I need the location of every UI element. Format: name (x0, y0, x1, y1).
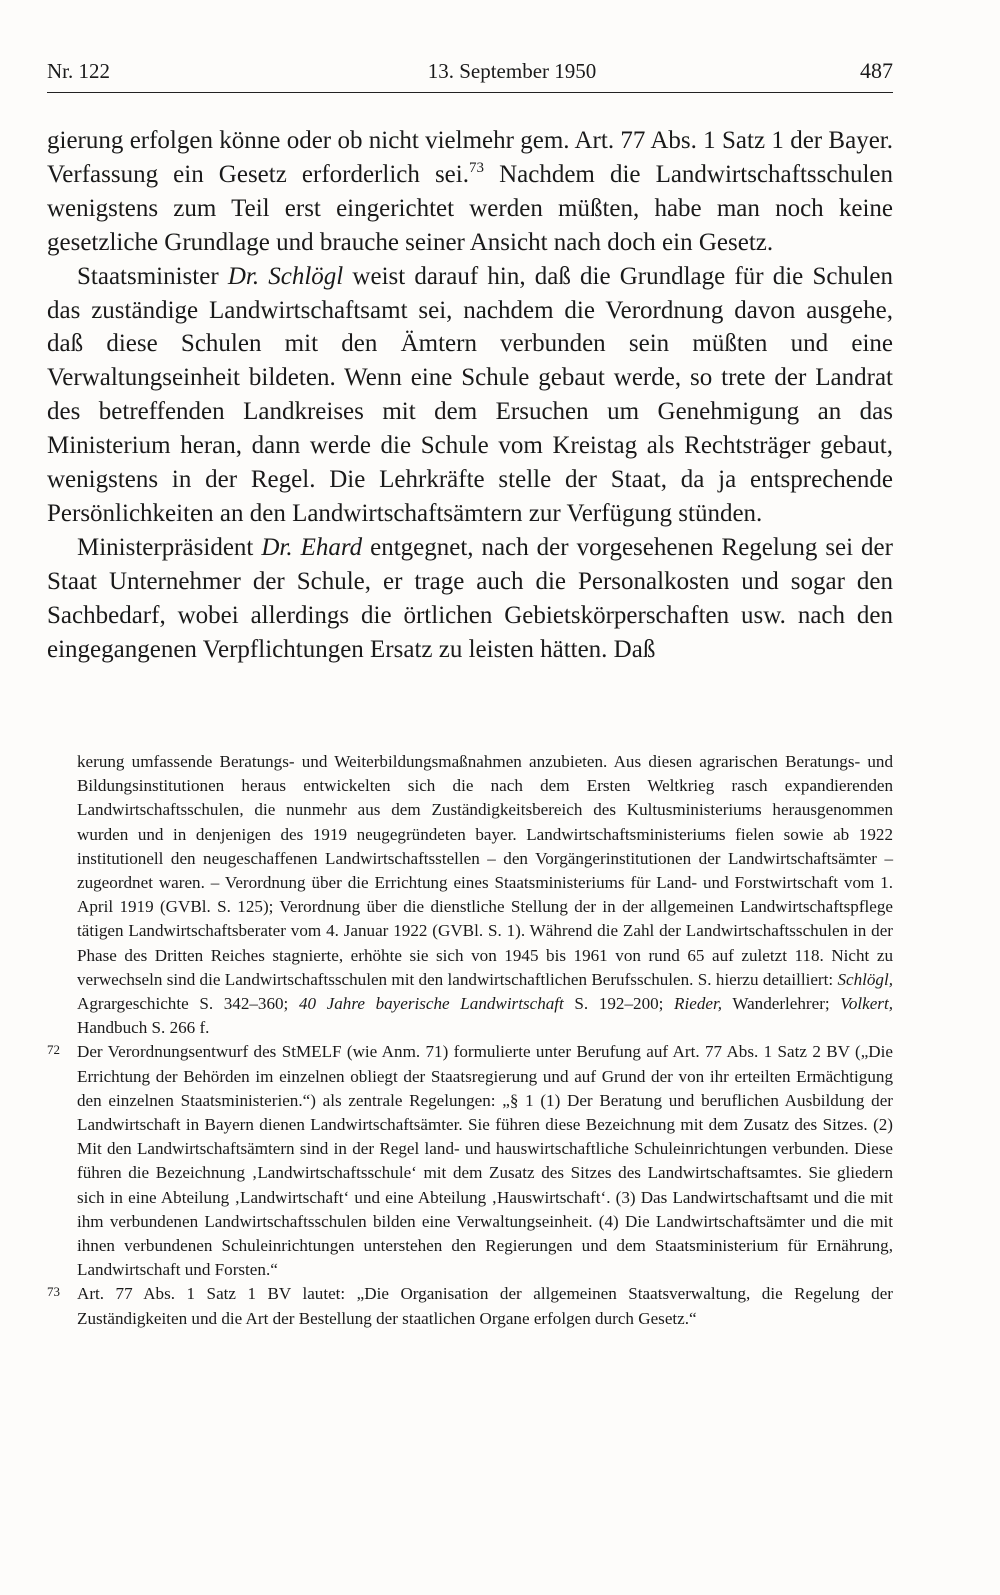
citation-title: 40 Jahre bayerische Landwirtschaft (298, 994, 564, 1014)
page-number: 487 (860, 58, 893, 83)
paragraph-text: Nachdem die Landwirtschaftsschulen wenigstens zum Teil erst eingerichtet werden müßten, habe man noch keine gesetzliche Grundlage und brauche seiner Ansicht nach doch ein Gesetz. (47, 160, 893, 256)
paragraph-schloegl (47, 260, 893, 531)
citation-author: Rieder, (674, 994, 722, 1014)
citation-author: Schlögl, (837, 969, 893, 989)
footnotes (47, 750, 893, 1331)
main-text (47, 124, 893, 667)
paragraph-text: gierung erfolgen könne oder ob nicht vielmehr gem. Art. 77 Abs. 1 Satz 1 der Bayer. Verfassung ein Gesetz erforderlich sei. (47, 127, 893, 188)
footnote-73 (47, 1282, 893, 1330)
header-date: 13. September 1950 (427, 59, 597, 83)
speaker-name: Dr. Ehard (261, 533, 363, 561)
footnote-text: Agrargeschichte S. 342–360; (77, 994, 299, 1014)
footnote-continuation (47, 750, 893, 1040)
paragraph-continuation (47, 124, 893, 260)
paragraph-text: entgegnet, nach der vorgesehenen Regelung sei der Staat Unternehmer der Schule, er trage auch die Personalkosten und sogar den Sachbedarf, wobei allerdings die örtlichen Gebietskörperschaften usw. nach den eingegangenen Verpflichtungen Ersatz zu leisten hätten. Daß (47, 533, 893, 663)
footnote-reference[interactable]: 73 (468, 159, 484, 176)
document-number: Nr. 122 (47, 59, 110, 83)
footnote-text: kerung umfassende Beratungs- und Weiterbildungsmaßnahmen anzubieten. Aus diesen agrarischen Beratungs- und Bildungsinstitutionen heraus entwickelten sich die nach dem Ersten Weltkrieg rasch expandierenden Landwirtschaftsschulen, die nunmehr aus dem Zuständigkeitsbereich des Kultusministeriums herausgenommen wurden und in denjenigen des 1919 neugegründeten bayer. Landwirtschaftsministeriums fielen sowie ab 1922 institutionell den neugeschaffenen Landwirtschaftsstellen – den Vorgängerinstitutionen der Landwirtschaftsämter – zugeordnet waren. – Verordnung über die Errichtung eines Staatsministeriums für Land- und Forstwirtschaft vom 1. April 1919 (GVBl. S. 125); Verordnung über die dienstliche Stellung der in der allgemeinen Landwirtschaftspflege tätigen Landwirtschaftsberater vom 4. Januar 1922 (GVBl. S. 1). Während die Zahl der Landwirtschaftsschulen in der Phase des Dritten Reiches stagnierte, erhöhte sie sich von 1945 bis 1961 von rund 65 auf zuletzt 118. Nicht zu verwechseln sind die Landwirtschaftsschulen mit den landwirtschaftlichen Berufsschulen. S. hierzu detailliert: (77, 752, 893, 989)
footnote-text: S. 192–200; (563, 994, 675, 1014)
speaker-role: Ministerpräsident (77, 533, 262, 561)
footnote-text: Der Verordnungsentwurf des StMELF (wie Anm. 71) formulierte unter Berufung auf Art. 77 Abs. 1 Satz 2 BV („Die Errichtung der Behörden im einzelnen obliegt der Staatsregierung und auf Grund der von ihr erteilten Ermächtigung den einzelnen Staatsministerien.“) als zentrale Regelungen: „§ 1 (1) Der Beratung und beruflichen Ausbildung der Landwirtschaft in Bayern dienen Landwirtschaftsämter. Sie führen diese Bezeichnung mit dem Zusatz des Sitzes. (2) Mit den Landwirtschaftsämtern sind in der Regel land- und hauswirtschaftliche Schuleinrichtungen verbunden. Diese führen die Bezeichnung ‚Landwirtschaftsschule‘ mit dem Zusatz des Sitzes des Landwirtschaftsamtes. Sie gliedern sich in eine Abteilung ‚Landwirtschaft‘ und eine Abteilung ‚Hauswirtschaft‘. (3) Das Landwirtschaftsamt und die mit ihm verbundenen Landwirtschaftsschulen bilden eine Verwaltungseinheit. (4) Die Landwirtschaftsämter und die mit ihnen verbundenen Schuleinrichtungen unterstehen den Regierungen und dem Staatsministerium für Ernährung, Landwirtschaft und Forsten.“ (77, 1042, 893, 1280)
footnote-text: Handbuch S. 266 f. (77, 1018, 210, 1038)
speaker-name: Dr. Schlögl (227, 262, 344, 290)
footnote-number: 72 (47, 1042, 60, 1058)
speaker-role: Staatsminister (77, 262, 228, 290)
running-header (47, 56, 893, 93)
footnote-number: 73 (47, 1284, 60, 1300)
citation-author: Volkert, (840, 994, 893, 1014)
footnote-72 (47, 1040, 893, 1282)
footnote-text: Art. 77 Abs. 1 Satz 1 BV lautet: „Die Organisation der allgemeinen Staatsverwaltung, die Regelung der Zuständigkeiten und die Art der Bestellung der staatlichen Organe erfolgen durch Gesetz.“ (77, 1284, 893, 1328)
paragraph-text: weist darauf hin, daß die Grundlage für die Schulen das zuständige Landwirtschaftsamt sei, nachdem die Verordnung davon ausgehe, daß diese Schulen mit den Ämtern verbunden sein müßten und eine Verwaltungseinheit bildeten. Wenn eine Schule gebaut werde, so trete der Landrat des betreffenden Landkreises mit dem Ersuchen um Genehmigung an das Ministerium heran, dann werde die Schule vom Kreistag als Rechtsträger gebaut, wenigstens in der Regel. Die Lehrkräfte stelle der Staat, da ja entsprechende Persönlichkeiten an den Landwirtschaftsämtern zur Verfügung stünden. (47, 262, 893, 527)
paragraph-ehard (47, 531, 893, 667)
footnote-text: Wanderlehrer; (722, 994, 841, 1014)
